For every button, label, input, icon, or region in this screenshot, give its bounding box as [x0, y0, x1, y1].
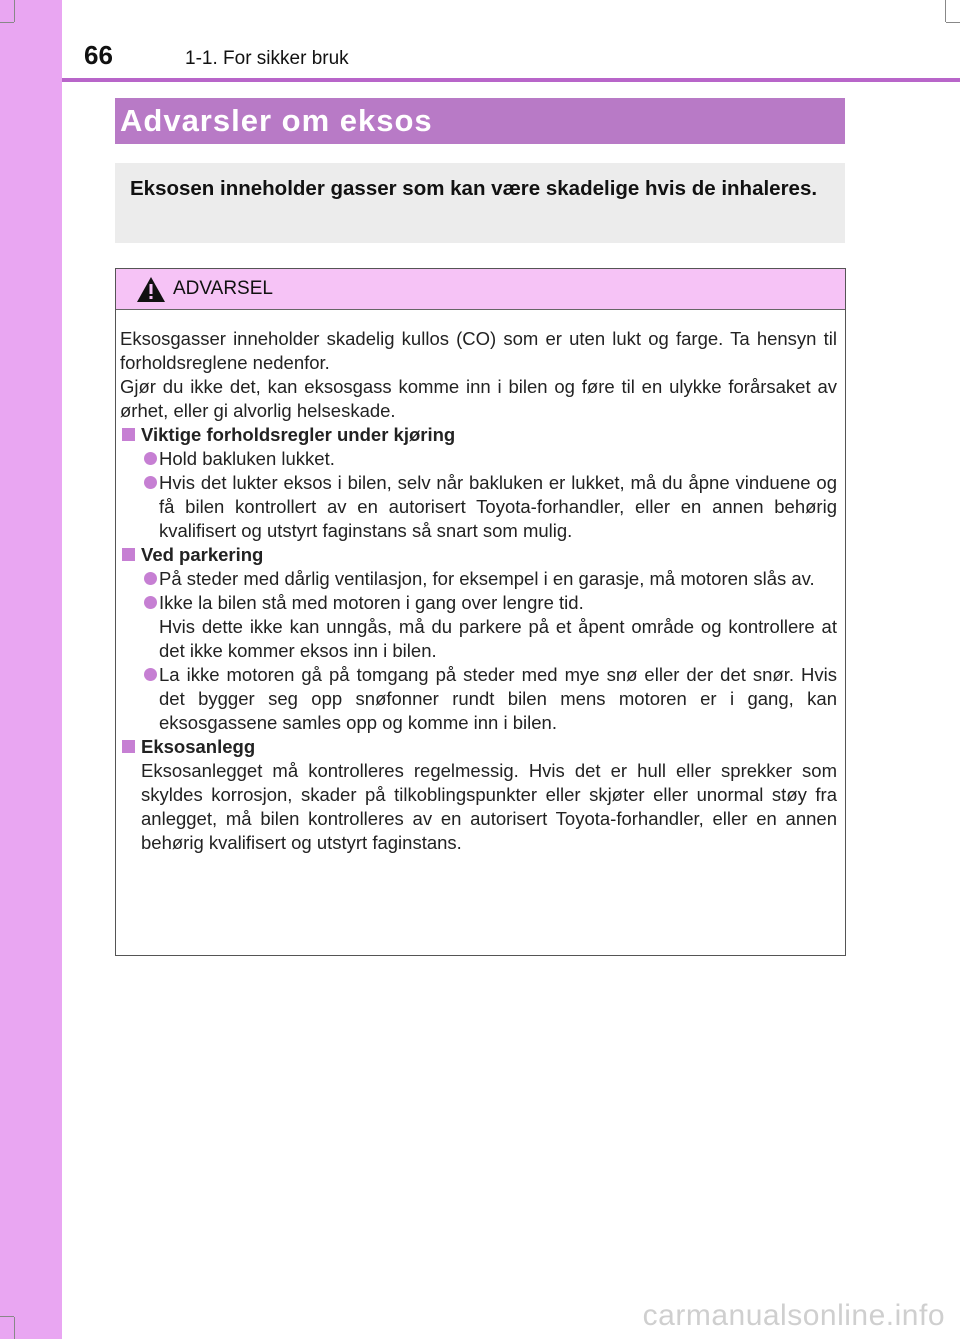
- square-bullet-icon: [122, 740, 135, 753]
- intro-box: [115, 163, 845, 243]
- section-heading: Ved parkering: [120, 543, 837, 567]
- section-heading: Viktige forholdsregler under kjøring: [120, 423, 837, 447]
- breadcrumb: 1-1. For sikker bruk: [185, 48, 349, 69]
- circle-bullet-icon: [144, 572, 157, 585]
- section-text: Eksosanlegget må kontrolleres regelmessig. Hvis det er hull eller sprekker som skyldes korrosjon, skader på tilkoblingspunkter eller skjøter eller unormal støy fra anlegget, må bilen kontrolleres av en autorisert Toyota-forhandler, eller en annen behørig kvalifisert og utstyrt faginstans.: [141, 760, 837, 853]
- section-heading: Eksosanlegg: [120, 735, 837, 759]
- bullet-item: På steder med dårlig ventilasjon, for eksempel i en garasje, må motoren slås av.: [120, 567, 837, 591]
- warning-triangle-icon: [136, 276, 166, 303]
- circle-bullet-icon: [144, 668, 157, 681]
- page-number: 66: [84, 40, 113, 70]
- header-divider: [62, 78, 960, 82]
- bullet-item: Ikke la bilen stå med motoren i gang over lengre tid. Hvis dette ikke kan unngås, må du parkere på et åpent område og kontrollere at det ikke kommer eksos inn i bilen.: [120, 591, 837, 663]
- section-title-bar: [115, 98, 845, 144]
- crop-mark: [0, 1316, 14, 1317]
- crop-mark: [945, 0, 946, 22]
- watermark: carmanualsonline.info: [642, 1299, 945, 1332]
- square-bullet-icon: [122, 548, 135, 561]
- circle-bullet-icon: [144, 452, 157, 465]
- warning-box: [115, 268, 846, 956]
- bullet-item: La ikke motoren gå på tomgang på steder med mye snø eller der det snør. Hvis det bygger seg opp snøfonner rundt bilen mens motoren er i gang, kan eksosgassene samles opp og komme inn i bilen.: [120, 663, 837, 735]
- circle-bullet-icon: [144, 596, 157, 609]
- warning-intro-line: Gjør du ikke det, kan eksosgass komme inn i bilen og føre til en ulykke forårsaket av ørhet, eller gi alvorlig helseskade.: [120, 376, 837, 421]
- square-bullet-icon: [122, 428, 135, 441]
- circle-bullet-icon: [144, 476, 157, 489]
- warning-body: [116, 310, 845, 855]
- bullet-item: Hvis det lukter eksos i bilen, selv når bakluken er lukket, må du åpne vinduene og få bilen kontrollert av en autorisert Toyota-forhandler, eller en annen behørig kvalifisert og utstyrt faginstans så snart som mulig.: [120, 471, 837, 543]
- crop-mark: [14, 0, 15, 22]
- warning-label: ADVARSEL: [173, 278, 273, 299]
- warning-intro-line: Eksosgasser inneholder skadelig kullos (CO) som er uten lukt og farge. Ta hensyn til forholdsreglene nedenfor.: [120, 328, 837, 373]
- crop-mark: [946, 22, 960, 23]
- bullet-item: Hold bakluken lukket.: [120, 447, 837, 471]
- side-color-strip: [0, 0, 62, 1339]
- page-title: Advarsler om eksos: [120, 103, 433, 138]
- crop-mark: [14, 1317, 15, 1339]
- warning-header: [116, 269, 845, 310]
- crop-mark: [0, 22, 14, 23]
- intro-text: Eksosen inneholder gasser som kan være skadelige hvis de inhaleres.: [130, 177, 818, 200]
